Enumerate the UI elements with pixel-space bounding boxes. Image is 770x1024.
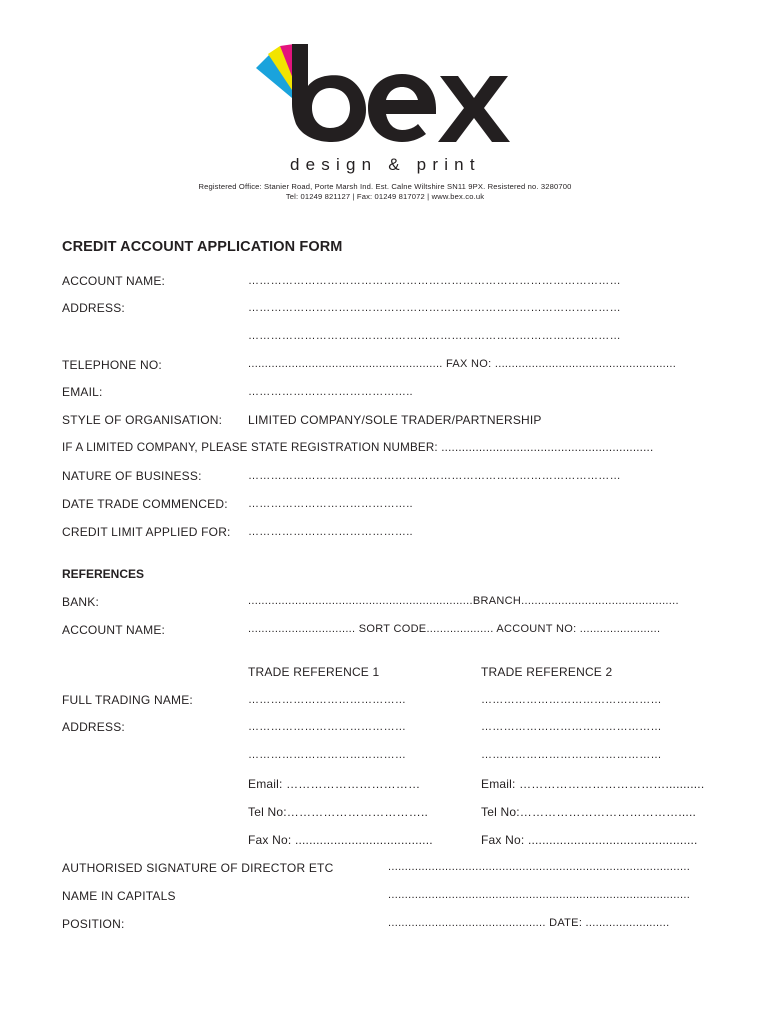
bex-logo bbox=[250, 42, 520, 174]
position-label: POSITION: bbox=[62, 917, 125, 931]
ref1-fax-field[interactable]: Fax No: ....................................... bbox=[248, 833, 433, 847]
address-label: ADDRESS: bbox=[62, 301, 125, 315]
bank-branch-field[interactable]: ...................................................................BRANCH............................................... bbox=[248, 595, 679, 607]
logo-tagline: design & print bbox=[290, 155, 481, 174]
email-field[interactable]: …………………………………….. bbox=[248, 386, 413, 398]
email-label: EMAIL: bbox=[62, 385, 103, 399]
telephone-fax-field[interactable]: .......................................................... FAX NO: ...................................................... bbox=[248, 358, 677, 370]
references-heading: REFERENCES bbox=[62, 567, 145, 581]
position-date-field[interactable]: ............................................... DATE: ......................... bbox=[388, 917, 670, 929]
ref2-address-field-1[interactable]: ………………………………………… bbox=[481, 721, 662, 733]
ref2-trading-name-field[interactable]: ………………………………………… bbox=[481, 694, 662, 706]
ref2-tel-field[interactable]: Tel No:…………………………………..... bbox=[481, 805, 697, 819]
nature-business-field[interactable]: ……………………………………………………………………………………… bbox=[248, 470, 621, 482]
form-title: CREDIT ACCOUNT APPLICATION FORM bbox=[62, 239, 343, 255]
registered-office-line: Registered Office: Stanier Road, Porte Marsh Ind. Est. Calne Wiltshire SN11 9PX. Resistered no. 3280700 bbox=[198, 182, 572, 191]
logo-letter-x bbox=[438, 76, 510, 142]
telephone-label: TELEPHONE NO: bbox=[62, 358, 162, 372]
account-name-label: ACCOUNT NAME: bbox=[62, 274, 166, 288]
full-trading-name-label: FULL TRADING NAME: bbox=[62, 693, 193, 707]
account-name-field[interactable]: ……………………………………………………………………………………… bbox=[248, 275, 621, 287]
style-organisation-options[interactable]: LIMITED COMPANY/SOLE TRADER/PARTNERSHIP bbox=[248, 413, 542, 427]
ref1-address-field-1[interactable]: …………………………………… bbox=[248, 721, 407, 733]
ref1-trading-name-field[interactable]: …………………………………… bbox=[248, 694, 407, 706]
address-field-line-1[interactable]: ……………………………………………………………………………………… bbox=[248, 302, 621, 314]
ref1-address-field-2[interactable]: …………………………………… bbox=[248, 749, 407, 761]
date-commenced-label: DATE TRADE COMMENCED: bbox=[62, 497, 228, 511]
registration-number-line[interactable]: IF A LIMITED COMPANY, PLEASE STATE REGISTRATION NUMBER: .............................................................. bbox=[62, 441, 654, 454]
address-field-line-2[interactable]: ……………………………………………………………………………………… bbox=[248, 330, 621, 342]
nature-business-label: NATURE OF BUSINESS: bbox=[62, 469, 202, 483]
ref1-email-field[interactable]: Email: …………………………… bbox=[248, 777, 421, 791]
authorised-signature-field[interactable]: .......................................................................................... bbox=[388, 861, 691, 873]
name-capitals-field[interactable]: .......................................................................................... bbox=[388, 889, 691, 901]
date-commenced-field[interactable]: …………………………………….. bbox=[248, 498, 413, 510]
contact-line: Tel: 01249 821127 | Fax: 01249 817072 | www.bex.co.uk bbox=[285, 192, 485, 201]
bank-label: BANK: bbox=[62, 595, 100, 609]
authorised-signature-label: AUTHORISED SIGNATURE OF DIRECTOR ETC bbox=[62, 861, 334, 875]
ref2-address-field-2[interactable]: ………………………………………… bbox=[481, 749, 662, 761]
logo-letter-b bbox=[292, 44, 366, 142]
ref-address-label: ADDRESS: bbox=[62, 720, 125, 734]
trade-reference-1-heading: TRADE REFERENCE 1 bbox=[248, 665, 380, 679]
ref1-tel-field[interactable]: Tel No:…………………………….. bbox=[248, 805, 429, 819]
account-sort-field[interactable]: ................................ SORT CODE.................... ACCOUNT NO: ........................ bbox=[248, 623, 661, 635]
credit-limit-label: CREDIT LIMIT APPLIED FOR: bbox=[62, 525, 231, 539]
logo-letter-e bbox=[368, 74, 436, 142]
ref2-fax-field[interactable]: Fax No: ................................................ bbox=[481, 833, 698, 847]
ref2-email-field[interactable]: Email: ………………………………........... bbox=[481, 777, 705, 791]
credit-limit-field[interactable]: …………………………………….. bbox=[248, 526, 413, 538]
name-capitals-label: NAME IN CAPITALS bbox=[62, 889, 176, 903]
bank-account-name-label: ACCOUNT NAME: bbox=[62, 623, 166, 637]
style-organisation-label: STYLE OF ORGANISATION: bbox=[62, 413, 223, 427]
trade-reference-2-heading: TRADE REFERENCE 2 bbox=[481, 665, 613, 679]
